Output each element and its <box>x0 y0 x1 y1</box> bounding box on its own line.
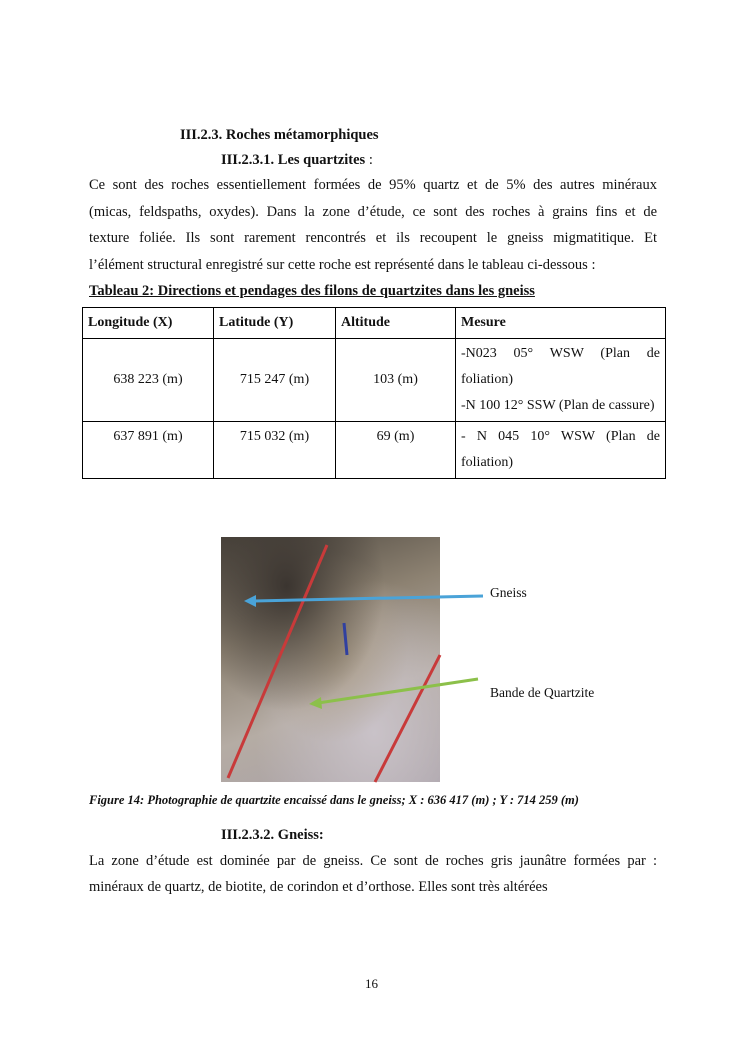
mesure-line: -N023 05° WSW (Plan de foliation) <box>461 346 660 387</box>
subsection-title: III.2.3.1. Les quartzites <box>221 152 366 168</box>
cell-mesure: - N 045 10° WSW (Plan de foliation) <box>456 422 666 479</box>
paragraph-line: (micas, feldspaths, oxydes). Dans la zone d’étude, ce sont des roches à grains fins et de <box>89 204 657 220</box>
label-gneiss: Gneiss <box>490 585 527 600</box>
figure-caption: Figure 14: Photographie de quartzite encaissé dans le gneiss; X : 636 417 (m) ; Y : 714 259 (m) <box>89 793 579 807</box>
header-latitude: Latitude (Y) <box>214 308 336 339</box>
subsection-heading-gneiss: III.2.3.2. Gneiss: <box>221 827 324 843</box>
header-altitude: Altitude <box>336 308 456 339</box>
cell-longitude: 638 223 (m) <box>83 339 214 422</box>
paragraph-line: minéraux de quartz, de biotite, de corindon et d’orthose. Elles sont très altérées <box>89 879 548 895</box>
section-heading: III.2.3. Roches métamorphiques <box>180 127 379 143</box>
label-quartzite: Bande de Quartzite <box>490 685 595 700</box>
mesure-line: -N 100 12° SSW (Plan de cassure) <box>461 398 655 413</box>
table-caption: Tableau 2: Directions et pendages des filons de quartzites dans les gneiss <box>89 283 535 299</box>
subsection-title-suffix: : <box>365 152 373 168</box>
cell-latitude: 715 032 (m) <box>214 422 336 479</box>
cell-altitude: 69 (m) <box>336 422 456 479</box>
arrowhead-icon <box>244 595 256 607</box>
gneiss-arrow-icon <box>252 596 483 601</box>
vein-line <box>228 545 327 778</box>
paragraph-line: texture foliée. Ils sont rarement rencontrés et ils recoupent le gneiss migmatitique. Et <box>89 230 657 246</box>
pen-scale <box>344 623 347 655</box>
paragraph-line: La zone d’étude est dominée par de gneiss. Ce sont de roches gris jaunâtre formées par : <box>89 853 657 869</box>
header-longitude: Longitude (X) <box>83 308 214 339</box>
cell-altitude: 103 (m) <box>336 339 456 422</box>
cell-longitude: 637 891 (m) <box>83 422 214 479</box>
page-number: 16 <box>365 976 378 991</box>
arrowhead-icon <box>309 697 322 709</box>
paragraph-line: l’élément structural enregistré sur cette roche est représenté dans le tableau ci-dessous : <box>89 257 596 273</box>
vein-line <box>375 655 440 782</box>
header-mesure: Mesure <box>456 308 666 339</box>
paragraph-line: Ce sont des roches essentiellement formées de 95% quartz et de 5% des autres minéraux <box>89 177 657 193</box>
quartzite-arrow-icon <box>318 679 478 703</box>
cell-latitude: 715 247 (m) <box>214 339 336 422</box>
